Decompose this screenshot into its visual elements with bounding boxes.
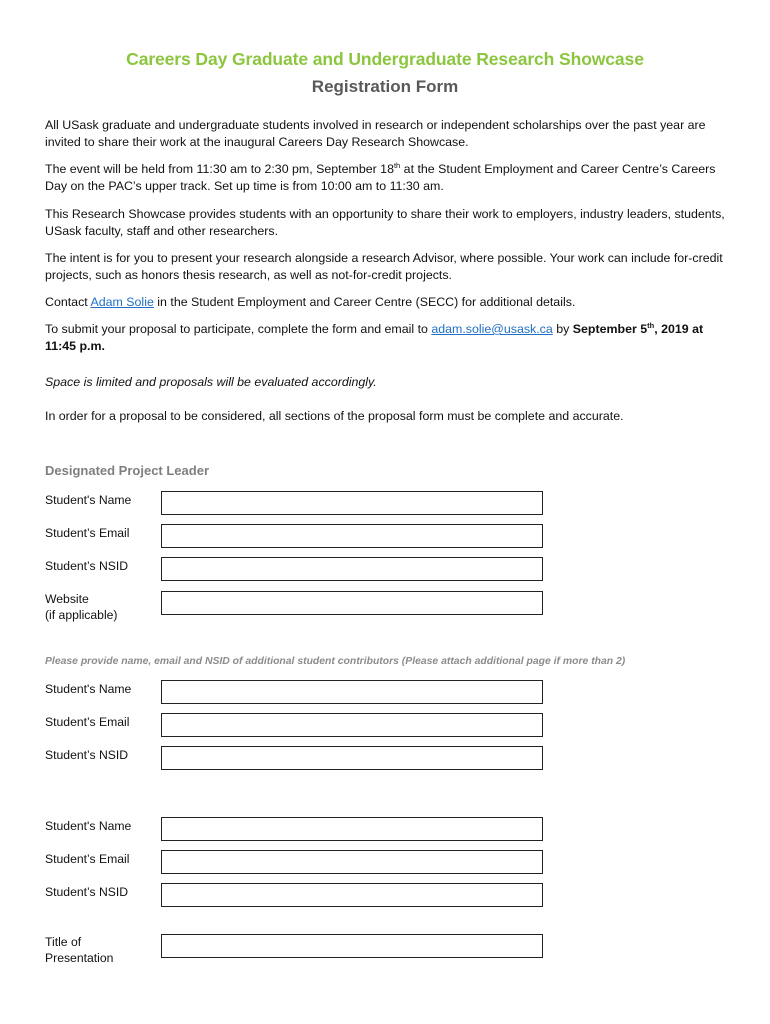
intro-paragraph-4: The intent is for you to present your research alongside a research Advisor, where possible. Your work can include for-credit projects, such as honors thesis research, as well as not-for-credit projects. — [45, 251, 723, 282]
contact-link[interactable]: Adam Solie — [90, 295, 154, 309]
event-location-text: at the Student Employment and Career Centre’s Careers Day on the PAC’s upper track. Set up time is from 10:00 am to 11:30 am. — [45, 162, 716, 193]
space-limited-note: Space is limited and proposals will be evaluated accordingly. — [45, 375, 377, 389]
contributor-1-nsid-input[interactable] — [161, 746, 543, 770]
completeness-note: In order for a proposal to be considered, all sections of the proposal form must be complete and accurate. — [45, 409, 624, 423]
presentation-title-label — [45, 934, 155, 966]
contributor-1-email-label: Student’s Email — [45, 715, 130, 729]
title-label-line-1: Title of — [45, 935, 82, 949]
contact-details-text: in the Student Employment and Career Centre (SECC) for additional details. — [153, 295, 576, 309]
contributor-1-name-label: Student's Name — [45, 682, 132, 696]
intro-paragraph-6 — [45, 321, 735, 355]
contributor-2-email-label: Student’s Email — [45, 852, 130, 866]
deadline-date: September 5 — [572, 322, 648, 336]
leader-name-input[interactable] — [161, 491, 543, 515]
contributor-1-email-input[interactable] — [161, 713, 543, 737]
intro-paragraph-5 — [45, 294, 735, 311]
website-label-line-1: Website — [45, 592, 89, 606]
contributor-2-name-input[interactable] — [161, 817, 543, 841]
leader-nsid-label: Student’s NSID — [45, 559, 129, 573]
presentation-title-input[interactable] — [161, 934, 543, 958]
leader-section-heading: Designated Project Leader — [45, 463, 209, 478]
page-title: Careers Day Graduate and Undergraduate Research Showcase — [126, 49, 644, 69]
page-subtitle: Registration Form — [311, 77, 459, 96]
leader-website-input[interactable] — [161, 591, 543, 615]
contributor-1-name-input[interactable] — [161, 680, 543, 704]
intro-paragraph-3: This Research Showcase provides students with an opportunity to share their work to employers, industry leaders, students, USask faculty, staff and other researchers. — [45, 207, 725, 238]
contributor-2-name-label: Student's Name — [45, 819, 132, 833]
leader-email-input[interactable] — [161, 524, 543, 548]
leader-name-label: Student's Name — [45, 493, 132, 507]
website-label-line-2: (if applicable) — [45, 608, 118, 622]
contributor-2-email-input[interactable] — [161, 850, 543, 874]
deadline-time: , 2019 at 11:45 p.m. — [45, 322, 704, 353]
submit-text: To submit your proposal to participate, complete the form and email to — [45, 322, 432, 336]
submit-by-text: by — [552, 322, 573, 336]
leader-nsid-input[interactable] — [161, 557, 543, 581]
intro-paragraph-1: All USask graduate and undergraduate students involved in research or independent scholarships over the past year are invited to share their work at the inaugural Careers Day Research Showcase. — [45, 118, 706, 149]
contributor-1-nsid-label: Student’s NSID — [45, 748, 129, 762]
title-label-line-2: Presentation — [45, 951, 114, 965]
intro-paragraph-2 — [45, 161, 735, 195]
contributor-2-nsid-label: Student’s NSID — [45, 885, 129, 899]
event-time-text: The event will be held from 11:30 am to 2:30 pm, September 18 — [45, 162, 394, 176]
deadline-superscript: th — [647, 321, 655, 330]
leader-email-label: Student’s Email — [45, 526, 130, 540]
email-link[interactable]: adam.solie@usask.ca — [431, 322, 553, 336]
leader-website-label — [45, 591, 155, 623]
contributor-2-nsid-input[interactable] — [161, 883, 543, 907]
contact-text: Contact — [45, 295, 91, 309]
date-superscript: th — [393, 161, 401, 170]
contributors-note: Please provide name, email and NSID of additional student contributors (Please attach additional page if more than 2) — [45, 656, 626, 667]
